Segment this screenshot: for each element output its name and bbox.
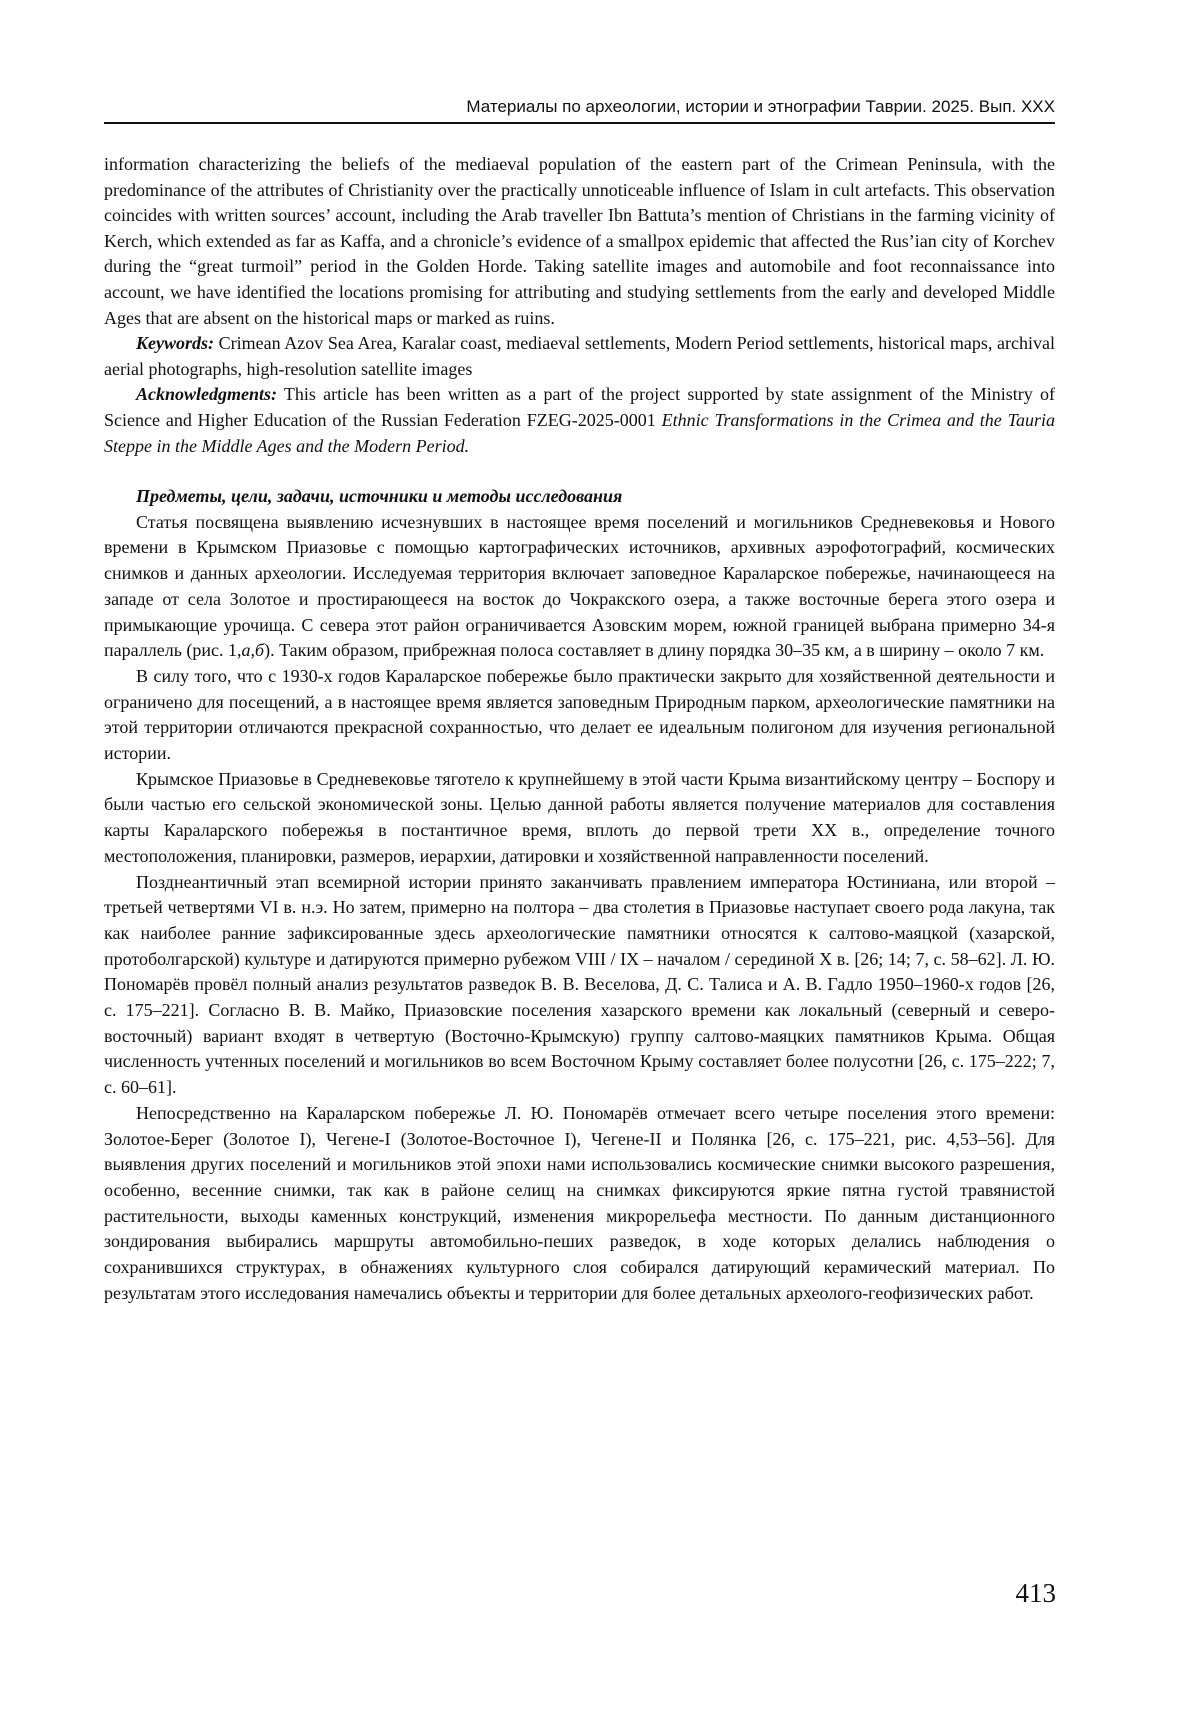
body-paragraph-4: Позднеантичный этап всемирной истории принято заканчивать правлением императора Юстиниана, или второй – третьей четвертями VI в. н.э. Но затем, примерно на полтора – два столетия в Приазовье наступает своего рода лакуна, так как наиболее ранние зафиксированные здесь археологические памятники относятся к салтово-маяцкой (хазарской, протоболгарской) культуре и датируются примерно рубежом VIII / IX – началом / серединой X в. [26; 14; 7, с. 58–62]. Л. Ю. Пономарёв провёл полный анализ результатов разведок В. В. Веселова, Д. С. Талиса и А. В. Гадло 1950–1960-х годов [26, с. 175–221]. Согласно В. В. Майко, Приазовские поселения хазарского времени как локальный (северный и северо-восточный) вариант входят в четвертую (Восточно-Крымскую) группу салтово-маяцких памятников Крыма. Общая численность учтенных поселений и могильников во всем Восточном Крыму составляет более полусотни [26, с. 175–222; 7, с. 60–61]. — [104, 871, 1055, 1098]
keywords-text: Crimean Azov Sea Area, Karalar coast, mediaeval settlements, Modern Period settlements, historical maps, archival aerial photographs, high-resolution satellite images — [104, 333, 1055, 379]
paragraph-1-tail: ). Таким образом, прибрежная полоса составляет в длину порядка 30–35 км, а в ширину – около 7 км. — [264, 640, 1045, 661]
body-text — [104, 510, 1055, 1307]
body-paragraph-5: Непосредственно на Караларском побережье Л. Ю. Пономарёв отмечает всего четыре поселения этого времени: Золотое-Берег (Золотое I), Чегене-I (Золотое-Восточное I), Чегене-II и Полянка [26, с. 175–221, рис. 4,53–56]. Для выявления других поселений и могильников этой эпохи нами использовались космические снимки высокого разрешения, особенно, весенние снимки, так как в районе селищ на снимках фиксируются яркие пятна густой травянистой растительности, выходы каменных конструкций, изменения микрорельефа местности. По данным дистанционного зондирования выбирались маршруты автомобильно-пеших разведок, в ходе которых делались наблюдения о сохранившихся структурах, в обнажениях культурного слоя собирался датирующий керамический материал. По результатам этого исследования намечались объекты и территории для более детальных археолого-геофизических работ. — [104, 1102, 1055, 1303]
project-title: Ethnic Transformations in the Crimea and the Tauria Steppe in the Middle Ages and the Modern Period. — [104, 409, 1055, 456]
section-heading: Предметы, цели, задачи, источники и методы исследования — [136, 486, 623, 507]
page-number: 413 — [1015, 1578, 1056, 1608]
abstract-block — [104, 152, 1055, 459]
acknowledgments-text: This article has been written as a part of the project supported by state assignment of the Ministry of Science and Higher Education of the Russian Federation FZEG-2025-0001 — [104, 384, 1055, 430]
keywords-paragraph — [104, 331, 1055, 382]
body-paragraph-1 — [104, 510, 1055, 664]
paragraph-1-text: Статья посвящена выявлению исчезнувших в настоящее время поселений и могильников Средневековья и Нового времени в Крымском Приазовье с помощью картографических источников, архивных аэрофотографий, космических снимков и данных археологии. Исследуемая территория включает заповедное Караларское побережье, начинающееся на западе от села Золотое и простирающееся на восток до Чокракского озера, а также восточные берега этого озера и примыкающие урочища. С севера этот район ограничивается Азовским морем, южной границей выбрана примерно 34-я параллель (рис. 1, — [104, 511, 1055, 661]
keywords-label: Keywords: — [136, 333, 214, 354]
running-header: Материалы по археологии, истории и этнографии Таврии. 2025. Вып. XXX — [104, 96, 1055, 124]
body-paragraph-3: Крымское Приазовье в Средневековье тяготело к крупнейшему в этой части Крыма византийскому центру – Боспору и были частью его сельской экономической зоны. Целью данной работы является получение материалов для составления карты Караларского побережья в постантичное время, вплоть до первой трети XX в., определение точного местоположения, планировки, размеров, иерархии, датировки и хозяйственной направленности поселений. — [104, 768, 1055, 866]
figure-reference: а,б — [241, 640, 265, 661]
page-content — [104, 96, 1055, 1307]
acknowledgments-paragraph — [104, 382, 1055, 459]
acknowledgments-label: Acknowledgments: — [136, 384, 278, 405]
body-paragraph-2: В силу того, что с 1930-х годов Караларское побережье было практически закрыто для хозяйственной деятельности и ограничено для посещений, а в настоящее время является заповедным Природным парком, археологические памятники на этой территории отличаются прекрасной сохранностью, что делает ее идеальным полигоном для изучения региональной истории. — [104, 665, 1055, 764]
abstract-summary: information characterizing the beliefs of the mediaeval population of the eastern part of the Crimean Peninsula, with the predominance of the attributes of Christianity over the practically unnoticeable influence of Islam in cult artefacts. This observation coincides with written sources’ account, including the Arab traveller Ibn Battuta’s mention of Christians in the farming vicinity of Kerch, which extended as far as Kaffa, and a chronicle’s evidence of a smallpox epidemic that affected the Rus’ian city of Korchev during the “great turmoil” period in the Golden Horde. Taking satellite images and automobile and foot reconnaissance into account, we have identified the locations promising for attributing and studying settlements from the early and developed Middle Ages that are absent on the historical maps or marked as ruins. — [104, 154, 1055, 328]
